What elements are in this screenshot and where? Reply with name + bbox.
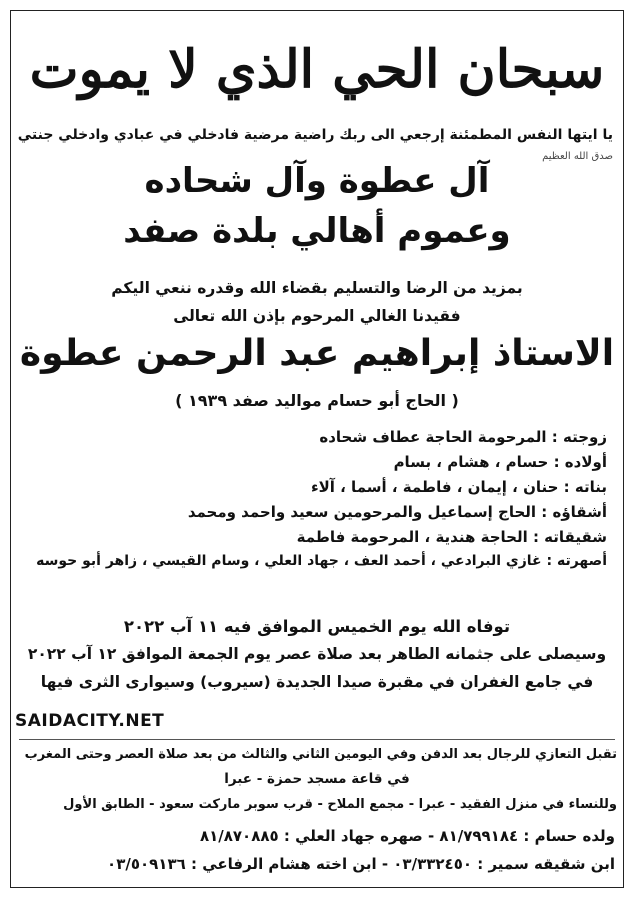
funeral-line-1: توفاه الله يوم الخميس الموافق فيه ١١ آب ٢٠٢٢: [123, 617, 511, 636]
families-line-2: وعموم أهالي بلدة صفد: [123, 211, 511, 251]
deceased-name: الاستاذ إبراهيم عبد الرحمن عطوة: [19, 333, 615, 374]
verse-source: صدق الله العظيم: [542, 151, 613, 162]
condolences-line-3: وللنساء في منزل الفقيد - عبرا - مجمع الملاح - قرب سوبر ماركت سعود - الطابق الأول: [63, 797, 617, 812]
divider: [19, 739, 615, 740]
families-line-1: آل عطوة وآل شحاده: [144, 161, 490, 201]
relative-line: أشقاؤه : الحاج إسماعيل والمرحومين سعيد واحمد ومحمد: [187, 503, 607, 521]
deceased-subtitle: ( الحاج أبو حسام مواليد صفد ١٩٣٩ ): [175, 391, 459, 410]
relative-line: أصهرته : غازي البرادعي ، أحمد العف ، جهاد العلي ، وسام القيسي ، زاهر أبو حوسه: [36, 553, 607, 569]
relative-line: بناته : حنان ، إيمان ، فاطمة ، أسما ، آلاء: [310, 478, 607, 496]
funeral-line-2: وسيصلى على جثمانه الطاهر بعد صلاة عصر يوم الجمعة الموافق ١٢ آب ٢٠٢٢: [27, 645, 607, 663]
funeral-line-3: في جامع الغفران في مقبرة صيدا الجديدة (سيروب) وسيوارى الثرى فيها: [40, 673, 594, 691]
calligraphy-title: سبحان الحي الذي لا يموت: [29, 39, 605, 100]
website-watermark: SAIDACITY.NET: [15, 711, 165, 731]
obituary-notice: [10, 10, 624, 888]
relative-line: أولاده : حسام ، هشام ، بسام: [393, 453, 607, 471]
intro-line-1: بمزيد من الرضا والتسليم بقضاء الله وقدره ننعي اليكم: [111, 279, 523, 297]
intro-line-2: فقيدنا الغالي المرحوم بإذن الله تعالى: [173, 307, 461, 325]
condolences-line-2: في قاعة مسجد حمزة - عبرا: [224, 771, 410, 787]
condolences-line-1: تقبل التعازي للرجال بعد الدفن وفي اليومين الثاني والثالث من بعد صلاة العصر وحتى المغرب: [24, 747, 617, 762]
contacts-line-1: ولده حسام : ٨١/٧٩٩١٨٤ - صهره جهاد العلي : ٨١/٨٧٠٨٨٥: [199, 827, 615, 845]
quran-verse: يا ايتها النفس المطمئنة إرجعي الى ربك راضية مرضية فادخلي في عبادي وادخلي جنتي: [17, 127, 613, 143]
relative-line: زوجته : المرحومة الحاجة عطاف شحاده: [319, 428, 607, 446]
relative-line: شقيقاته : الحاجة هندية ، المرحومة فاطمة: [296, 528, 607, 546]
contacts-line-2: ابن شقيقه سمير : ٠٣/٣٣٢٤٥٠ - ابن اخته هشام الرفاعي : ٠٣/٥٠٩١٣٦: [107, 855, 615, 873]
